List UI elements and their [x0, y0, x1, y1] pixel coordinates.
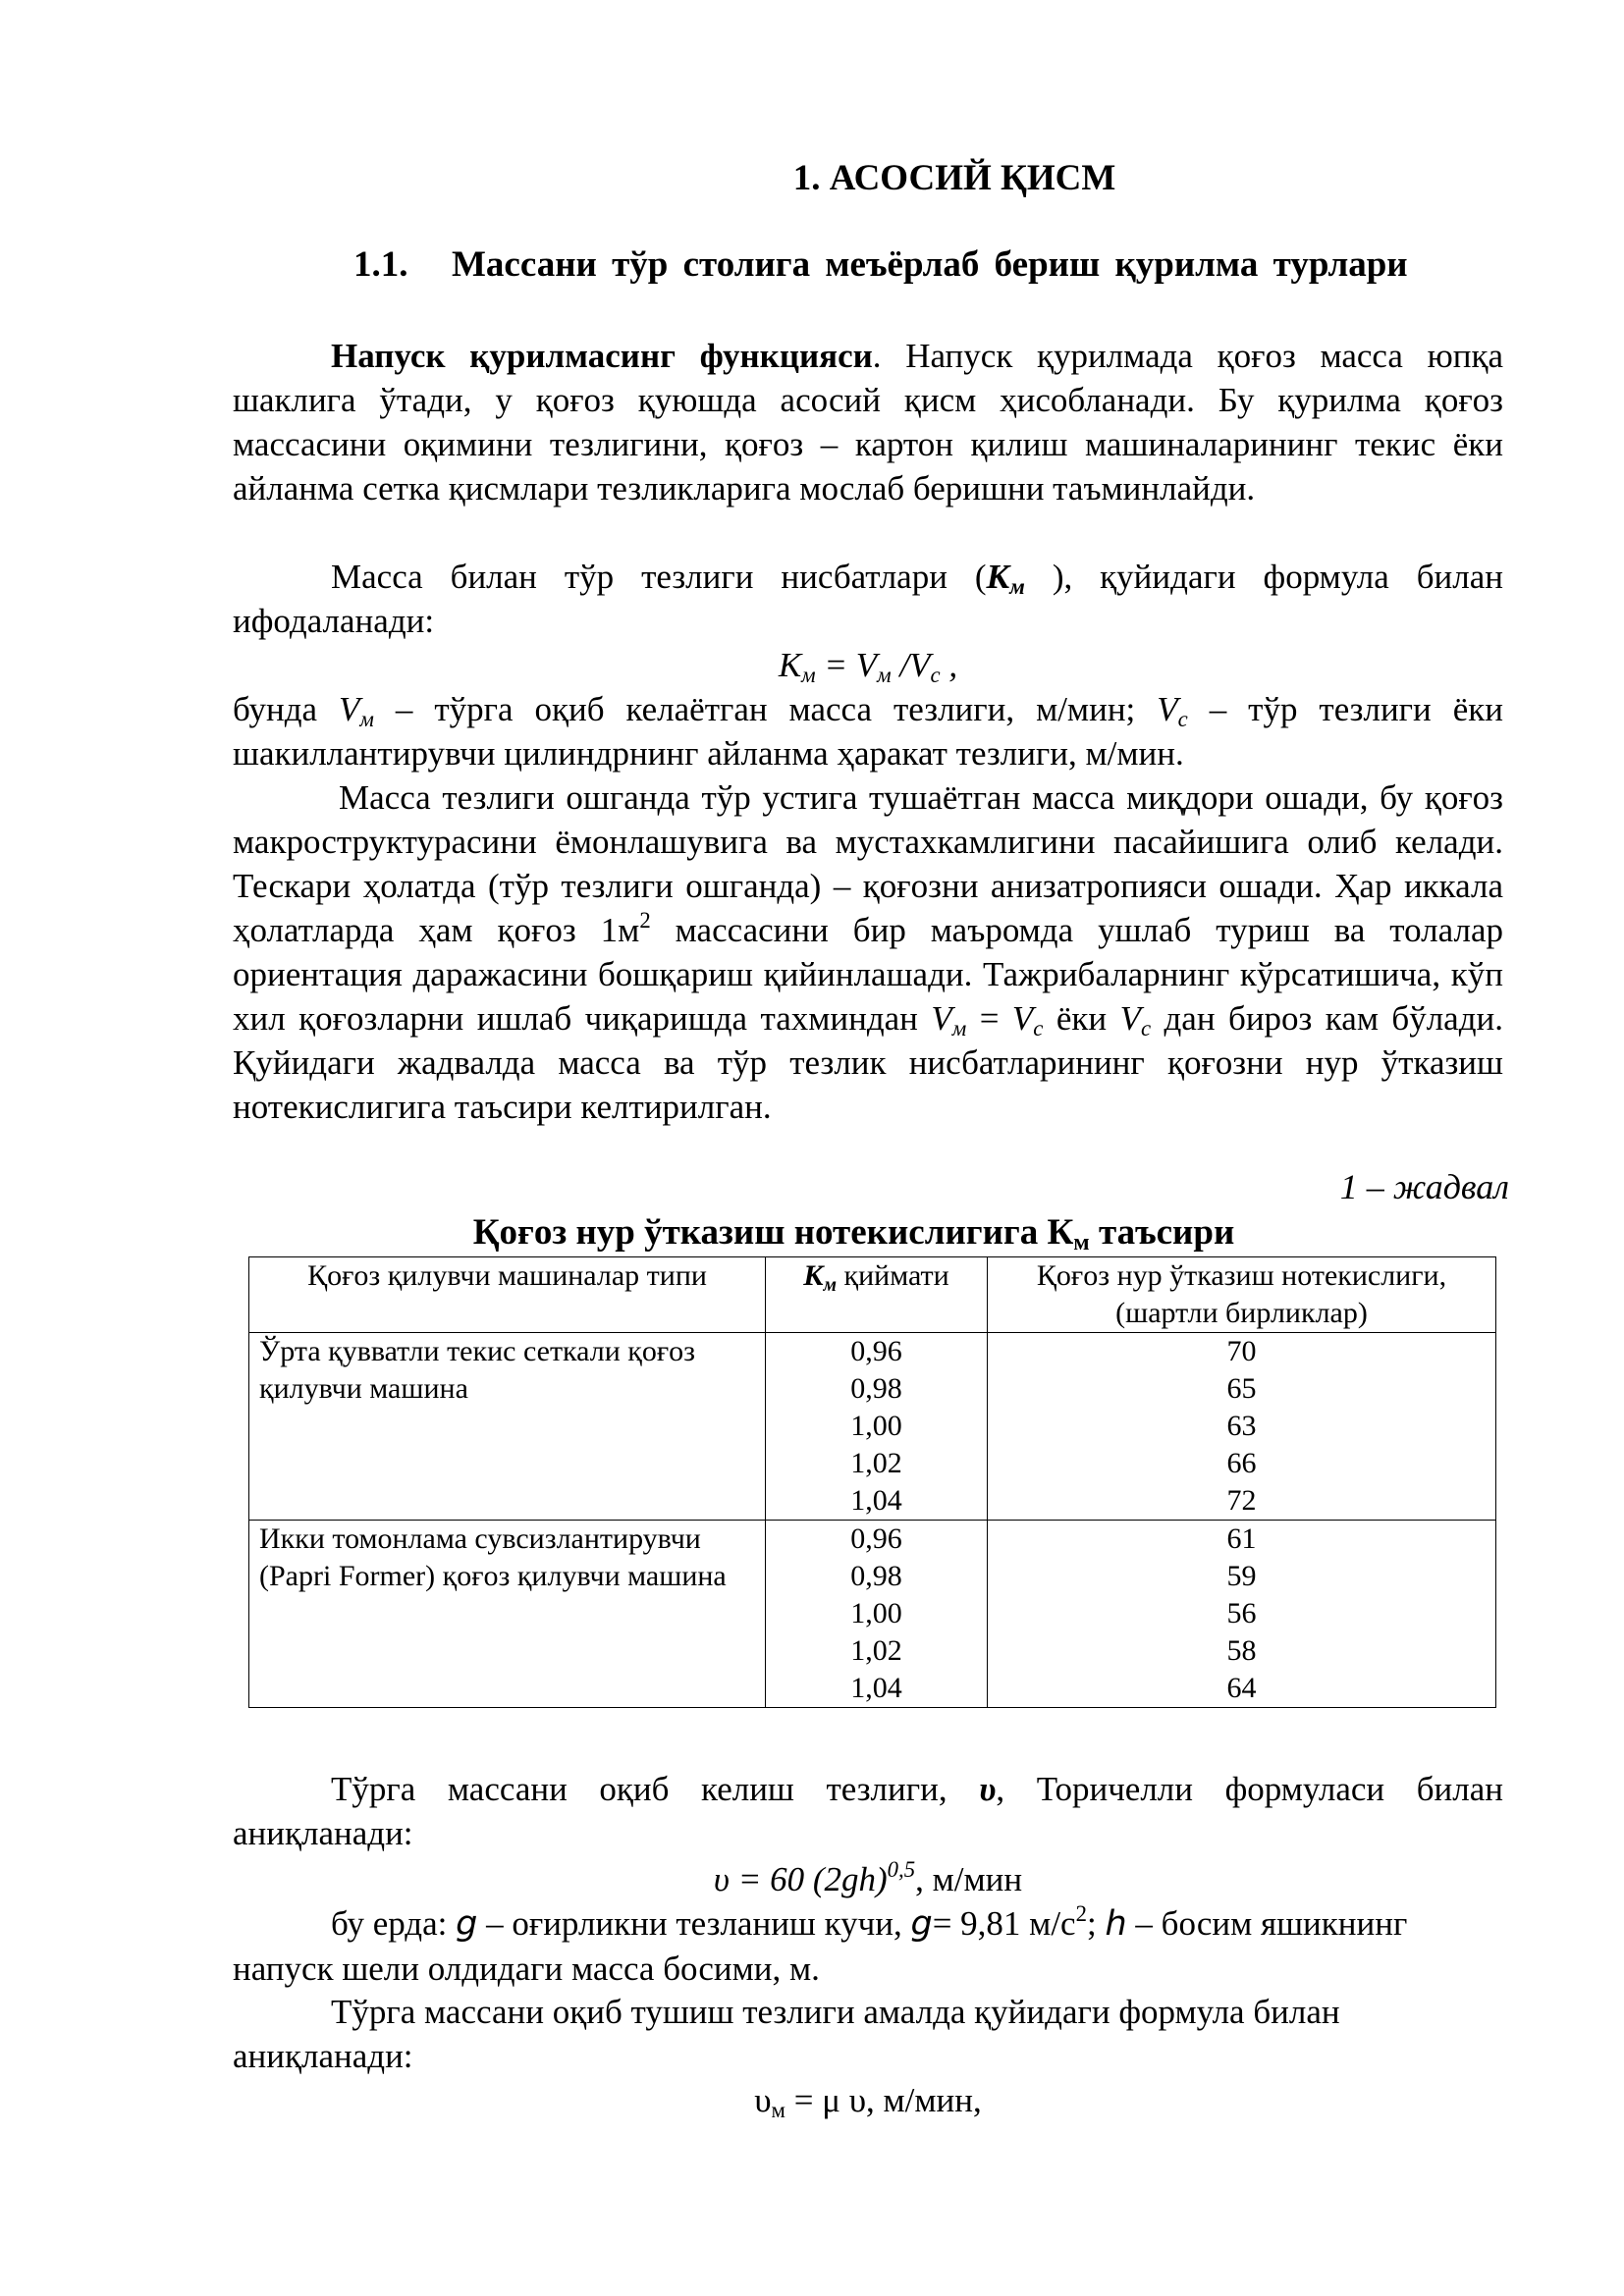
k-symbol: К [986, 558, 1010, 596]
table-title-subscript: м [1073, 1230, 1090, 1255]
paragraph-text: Масса билан тўр тезлиги нисбатлари ( [331, 558, 987, 596]
unevenness-value: 58 [1226, 1634, 1257, 1667]
k-values-cell [766, 1521, 988, 1708]
formula-part: g [456, 1904, 478, 1944]
header-k-text: қиймати [837, 1259, 949, 1292]
k-value: 1,00 [850, 1410, 902, 1442]
formula-part: , м/мин [915, 1860, 1023, 1898]
header-unevenness [988, 1257, 1496, 1333]
formula-part: V [909, 646, 931, 684]
paragraph-ratio [233, 555, 1503, 643]
table-title-text: таъсири [1089, 1212, 1235, 1253]
paragraph-text: = 9,81 м/с [932, 1904, 1076, 1943]
unevenness-value: 61 [1226, 1522, 1257, 1555]
k-value: 0,96 [850, 1335, 902, 1367]
formula-part: / [891, 646, 910, 684]
formula-part: = [815, 646, 856, 684]
unevenness-value: 56 [1226, 1597, 1257, 1629]
formula-part: h [1105, 1904, 1127, 1944]
formula-part: V [1157, 690, 1178, 728]
subsection-number: 1.1. [353, 244, 408, 285]
table-header-row [249, 1257, 1496, 1333]
data-table [248, 1256, 1496, 1708]
unevenness-value: 70 [1226, 1335, 1257, 1367]
formula-part: К [778, 646, 802, 684]
main-heading: 1. АСОСИЙ ҚИСМ [792, 158, 1116, 198]
formula-part: V [931, 999, 952, 1038]
formula-part: с [930, 663, 941, 687]
formula-part: м [877, 663, 892, 687]
formula-part: м [359, 707, 374, 731]
paragraph-text: ; [1086, 1904, 1106, 1943]
machine-type-cell: Ўрта қувватли текис сеткали қоғоз қилувчи машина [249, 1333, 766, 1521]
paragraph-torricelli [233, 1767, 1503, 1855]
paragraph-text: . Напуск қурилмада қоғоз масса юпқа шаклига ўтади, у қоғоз қуюшда асосий қисм ҳисобланади. Бу қурилма қоғоз массасини оқимини тезлигини, қоғоз – картон қилиш машиналарининг текис ёки айланма сетка қисмлари тезликларига мослаб беришни таъминлайди. [233, 337, 1503, 507]
k-value: 1,04 [850, 1672, 902, 1704]
formula-part: = [966, 999, 1012, 1038]
header-k-subscript: м [823, 1275, 838, 1296]
formula-part: м [951, 1016, 967, 1041]
formula-torricelli [233, 1857, 1503, 1901]
unevenness-value: 72 [1226, 1484, 1257, 1517]
k-value: 0,98 [850, 1372, 902, 1405]
paragraph-text: – тўрга оқиб келаётган масса тезлиги, м/мин; [373, 690, 1158, 728]
paragraph-text: Тўрга массани оқиб келиш тезлиги, [331, 1770, 980, 1808]
header-line: (шартли бирликлар) [1115, 1297, 1368, 1329]
unevenness-cell [988, 1521, 1496, 1708]
k-value: 0,96 [850, 1522, 902, 1555]
paragraph-text: – босим яшикнинг напуск шели олдидаги масса босими, м. [233, 1904, 1408, 1988]
paragraph-text: массасини бир маъромда ушлаб туриш ва толалар ориентация даражасини бошқариш қийинлашади. Тажрибаларнинг кўрсатишича, кўп хил қоғозларни ишлаб чиқаришда тахминдан [233, 911, 1503, 1038]
paragraph-text: – тўр тезлиги ёки шакиллантирувчи цилиндрнинг айланма ҳаракат тезлиги, м/мин. [233, 690, 1503, 773]
formula-part: V [339, 690, 360, 728]
subsection-heading [353, 243, 1408, 286]
formula-part: м [771, 2098, 785, 2122]
paragraph-text: Масса тезлиги ошганда тўр устига тушаётган масса миқдори ошади, бу қоғоз макроструктурасини ёмонлашувига ва мустахкамлигини пасайишига олиб келади. Тескари ҳолатда (тўр тезлиги ошганда) – қоғозни анизатропияси ошади. Ҳар иккала ҳолатларда ҳам қоғоз 1м [233, 778, 1503, 949]
formula-part: с [1140, 1016, 1152, 1041]
paragraph-text: дан бироз кам бўлади. Қуйидаги жадвалда масса ва тўр тезлик нисбатларининг қоғозни нур ўтказиш нотекислигига таъсири келтирилган. [233, 999, 1503, 1126]
formula-part: с [1033, 1016, 1044, 1041]
formula-actual [233, 2078, 1503, 2122]
superscript: 2 [1075, 1901, 1087, 1926]
formula-part: V [855, 646, 878, 684]
k-value: 1,04 [850, 1484, 902, 1517]
formula-part: 0,5 [887, 1857, 916, 1882]
formula-part: υ = 60 (2gh) [713, 1860, 888, 1898]
header-k-symbol: К [803, 1259, 824, 1292]
formula-part: , [940, 646, 958, 684]
paragraph-actual: Тўрга массани оқиб тушиш тезлиги амалда қуйидаги формула билан аниқланади: [233, 1993, 1340, 2075]
formula-part: м [801, 663, 816, 687]
superscript: 2 [639, 908, 651, 933]
table-row [249, 1333, 1496, 1521]
paragraph-text: ), қуйидаги формула билан ифодаланади: [233, 558, 1503, 640]
paragraph-gravity [233, 1901, 1503, 1991]
table-number-label: 1 – жадвал [1339, 1167, 1509, 1206]
paragraph-text: – оғирликни тезланиш кучи, [477, 1904, 911, 1943]
formula-part: V [1119, 999, 1141, 1038]
unevenness-cell [988, 1333, 1496, 1521]
formula-part: с [1177, 707, 1188, 731]
header-k-value [766, 1257, 988, 1333]
header-machine-type: Қоғоз қилувчи машиналар типи [249, 1257, 766, 1333]
paragraph-text: ёки [1043, 999, 1120, 1038]
k-value: 1,02 [850, 1447, 902, 1479]
unevenness-value: 63 [1226, 1410, 1257, 1442]
paragraph-lead: Напуск қурилмасинг функцияси [331, 337, 873, 375]
formula-part: = μ υ, м/мин, [785, 2081, 982, 2119]
k-value: 1,00 [850, 1597, 902, 1629]
velocity-symbol: υ [979, 1770, 997, 1808]
k-value: 1,02 [850, 1634, 902, 1667]
table-title [0, 1211, 1624, 1254]
table-title-text: Қоғоз нур ўтказиш нотекислигига К [472, 1212, 1074, 1253]
unevenness-value: 59 [1226, 1560, 1257, 1592]
subsection-title: Массани тўр столига меъёрлаб бериш қурилма турлари [452, 244, 1408, 285]
k-subscript: м [1009, 574, 1025, 599]
k-value: 0,98 [850, 1560, 902, 1592]
unevenness-value: 66 [1226, 1447, 1257, 1479]
unevenness-value: 64 [1226, 1672, 1257, 1704]
paragraph-text: бунда [233, 690, 340, 728]
formula-part: υ [754, 2081, 772, 2119]
header-line: Қоғоз нур ўтказиш нотекислиги, [1036, 1259, 1447, 1292]
unevenness-value: 65 [1226, 1372, 1257, 1405]
paragraph-where [233, 687, 1503, 775]
paragraph-function [233, 334, 1503, 510]
paragraph-speed [233, 775, 1503, 1129]
paragraph-text: , Торичелли формуласи билан аниқланади: [233, 1770, 1503, 1852]
k-values-cell [766, 1333, 988, 1521]
table-row [249, 1521, 1496, 1708]
formula-km [233, 643, 1503, 687]
formula-part: g [910, 1904, 933, 1944]
paragraph-text: бу ерда: [331, 1904, 457, 1943]
formula-part: V [1011, 999, 1034, 1038]
machine-type-cell: Икки томонлама сувсизлантирувчи (Papri Former) қоғоз қилувчи машина [249, 1521, 766, 1708]
